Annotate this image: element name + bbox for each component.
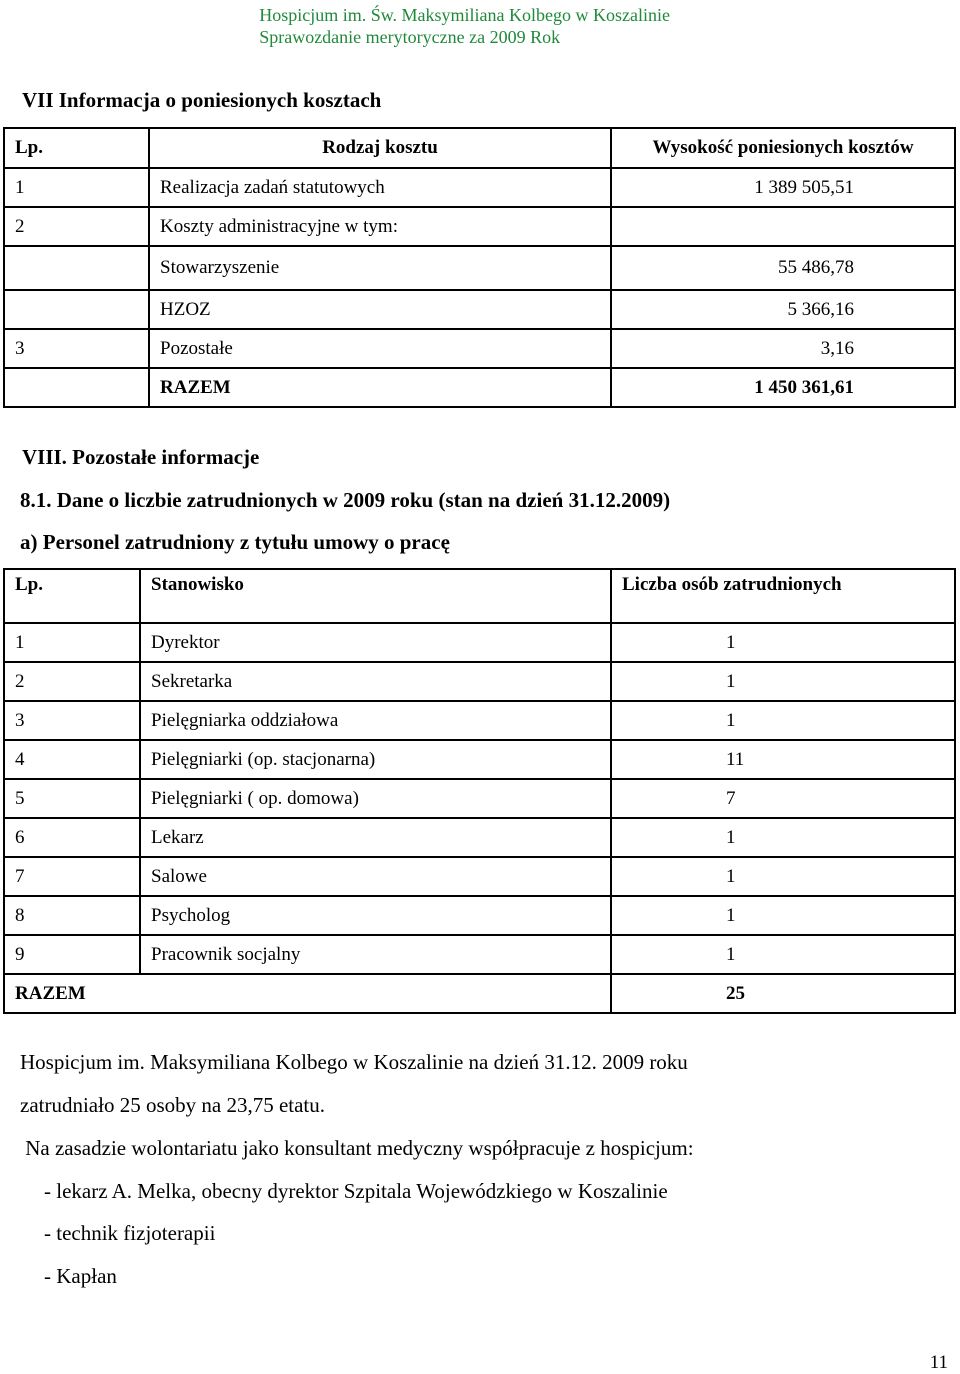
total-label: RAZEM: [149, 368, 611, 407]
col-header-cost-amount: Wysokość poniesionych kosztów: [611, 128, 955, 168]
row-count: 1: [611, 662, 955, 701]
col-header-count: Liczba osób zatrudnionych: [611, 569, 955, 623]
row-cost-type: HZOZ: [149, 290, 611, 329]
row-position: Pielęgniarka oddziałowa: [140, 701, 611, 740]
row-cost-type: Pozostałe: [149, 329, 611, 368]
table-row: [4, 246, 955, 290]
table-row: [4, 329, 955, 368]
row-position: Pielęgniarki (op. stacjonarna): [140, 740, 611, 779]
header-line-2: Sprawozdanie merytoryczne za 2009 Rok: [259, 27, 561, 47]
col-header-cost-type: Rodzaj kosztu: [149, 128, 611, 168]
table-row: [4, 935, 955, 974]
table-row: [4, 701, 955, 740]
row-count: 1: [611, 857, 955, 896]
page-header: [259, 4, 670, 48]
table-row: [4, 623, 955, 662]
section-8-1-a-title: a) Personel zatrudniony z tytułu umowy o pracę: [20, 530, 450, 554]
row-cost-amount: 55 486,78: [611, 246, 955, 290]
total-value: 1 450 361,61: [611, 368, 955, 407]
row-lp: 9: [4, 935, 140, 974]
section-7-title: VII Informacja o poniesionych kosztach: [22, 88, 382, 112]
row-position: Pracownik socjalny: [140, 935, 611, 974]
paragraph-3: Na zasadzie wolontariatu jako konsultant medyczny współpracuje z hospicjum:: [20, 1136, 694, 1160]
table-row: [4, 168, 955, 207]
row-cost-amount: 5 366,16: [611, 290, 955, 329]
row-cost-type: Koszty administracyjne w tym:: [149, 207, 611, 246]
row-count: 1: [611, 896, 955, 935]
row-count: 1: [611, 935, 955, 974]
list-item: - lekarz A. Melka, obecny dyrektor Szpitala Wojewódzkiego w Koszalinie: [44, 1179, 668, 1203]
row-lp: 1: [4, 623, 140, 662]
row-lp: 5: [4, 779, 140, 818]
table-total-row: [4, 368, 955, 407]
row-count: 1: [611, 818, 955, 857]
table-row: [4, 857, 955, 896]
table-row: [4, 818, 955, 857]
row-count: 11: [611, 740, 955, 779]
row-lp: 6: [4, 818, 140, 857]
table-header-row: [4, 569, 955, 623]
row-lp: [4, 246, 149, 290]
table-header-row: [4, 128, 955, 168]
col-header-lp: Lp.: [4, 128, 149, 168]
row-count: 7: [611, 779, 955, 818]
paragraph-1: Hospicjum im. Maksymiliana Kolbego w Koszalinie na dzień 31.12. 2009 roku: [20, 1050, 688, 1074]
table-row: [4, 779, 955, 818]
row-position: Psycholog: [140, 896, 611, 935]
row-cost-type: Stowarzyszenie: [149, 246, 611, 290]
total-label: RAZEM: [4, 974, 611, 1013]
row-cost-amount: 3,16: [611, 329, 955, 368]
row-cost-amount: 1 389 505,51: [611, 168, 955, 207]
costs-table: [3, 127, 956, 408]
row-lp: 2: [4, 207, 149, 246]
list-item: - technik fizjoterapii: [44, 1221, 216, 1245]
row-cost-amount: [611, 207, 955, 246]
table-row: [4, 740, 955, 779]
row-count: 1: [611, 623, 955, 662]
row-lp: [4, 290, 149, 329]
col-header-position: Stanowisko: [140, 569, 611, 623]
row-lp: 8: [4, 896, 140, 935]
total-blank: [4, 368, 149, 407]
list-item: - Kapłan: [44, 1264, 117, 1288]
total-value: 25: [611, 974, 955, 1013]
row-lp: 4: [4, 740, 140, 779]
row-lp: 2: [4, 662, 140, 701]
row-cost-type: Realizacja zadań statutowych: [149, 168, 611, 207]
row-lp: 3: [4, 701, 140, 740]
table-row: [4, 896, 955, 935]
staff-table: [3, 568, 956, 1014]
row-position: Pielęgniarki ( op. domowa): [140, 779, 611, 818]
table-row: [4, 662, 955, 701]
row-position: Sekretarka: [140, 662, 611, 701]
section-8-title: VIII. Pozostałe informacje: [22, 445, 260, 469]
row-position: Dyrektor: [140, 623, 611, 662]
row-lp: 3: [4, 329, 149, 368]
row-count: 1: [611, 701, 955, 740]
page-number: 11: [929, 1352, 948, 1373]
table-total-row: [4, 974, 955, 1013]
row-lp: 7: [4, 857, 140, 896]
row-position: Salowe: [140, 857, 611, 896]
row-lp: 1: [4, 168, 149, 207]
row-position: Lekarz: [140, 818, 611, 857]
section-8-1-title: 8.1. Dane o liczbie zatrudnionych w 2009 roku (stan na dzień 31.12.2009): [20, 488, 671, 512]
col-header-lp: Lp.: [4, 569, 140, 623]
header-line-1: Hospicjum im. Św. Maksymiliana Kolbego w Koszalinie: [259, 5, 670, 25]
paragraph-2: zatrudniało 25 osoby na 23,75 etatu.: [20, 1093, 326, 1117]
table-row: [4, 290, 955, 329]
table-row: [4, 207, 955, 246]
